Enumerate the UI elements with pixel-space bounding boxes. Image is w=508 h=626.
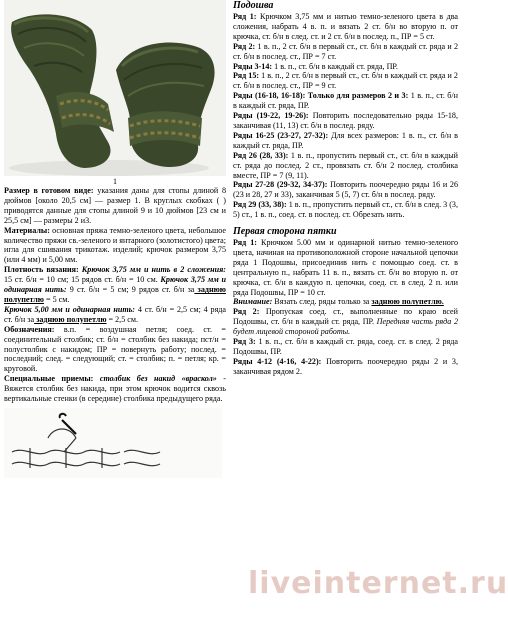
special-label: Специальные приемы:	[4, 374, 94, 384]
row-label: Ряды (16-18, 16-18): Только для размеров 2 и 3:	[233, 91, 409, 101]
size-text: указания даны для стопы длиной 8 дюймов [около 20,5 см] — размер 1. В круглых скобках ( ) приводятся данные для стопы длиной 9 и 10 дюймов [23 см и 25,5 см] — размеры 2 и3.	[4, 186, 226, 225]
materials-paragraph	[4, 226, 226, 266]
row-label: Ряд 2:	[233, 41, 256, 51]
knitted-socks-illustration	[4, 0, 226, 176]
row-label: Ряд 15:	[233, 71, 260, 81]
sole-rows-19-22	[233, 111, 458, 131]
row-label: Ряд 29 (33, 38):	[233, 200, 287, 210]
row-text: Крючком 3,75 мм и нитью темно-зеленого цвета в два сложения, набрать 4 в. п. и вязать 2 ст. б/н во вторую п. от крючка, ст. б/н в след. ст. и 2 ст. б/н в послед. п., ПР = 5 ст.	[233, 12, 458, 41]
row-text: Повторить поочередно ряды 16 и 26 (23 и 28, 27 и 33), заканчивая 5 (5, 7) ст. б/н в послед. ряду.	[233, 180, 458, 200]
size-paragraph	[4, 186, 226, 226]
density-hook-single: Крючок 3,75 мм и одинарная нить:	[4, 275, 226, 295]
row-text: 1 в. п., 2 ст. б/н в первый ст., ст. б/н в каждый ст. ряда и 2 ст. б/н в послед. ст., ПР = 7 ст.	[233, 41, 458, 61]
attention-back-loop: заднюю полупетлю.	[371, 297, 444, 307]
attention-label: Внимание:	[233, 297, 273, 307]
row-italic-note: Передняя часть ряда 2 будет лицевой стороной работы.	[233, 317, 458, 337]
row-label: Ряды 3-14:	[233, 61, 273, 71]
right-column	[233, 0, 458, 626]
sole-rows-3-14	[233, 62, 458, 72]
density-text-4: 4 ст. б/н = 2,5 см; 4 ряда ст. б/н за	[4, 304, 227, 324]
special-text: - Вяжется столбик без накида, при этом крючок водится сквозь вертикальные стенки (в середине) столбика предыдущего ряда.	[4, 374, 226, 404]
row-text: Крючком 5.00 мм и одинарной нитью темно-зеленого цвета, начиная на противоположной стороне начальной цепочки ряда 1 Подошвы, присоединив нить с помощью соед. ст. в центральную п., набрать 11 в. п., вязать ст. б/н во вторую п. от крючка, ст. б/н в каждую п. цепочки, соед. ст. в след. 2 п. или ряда Подошвы, ПР = 10 ст.	[233, 238, 458, 297]
heel-rows-4-12	[233, 357, 458, 377]
sole-row-26	[233, 151, 458, 181]
row-label: Ряд 26 (28, 33):	[233, 150, 289, 160]
abbreviations-text: в.п. = воздушная петля; соед. ст. = соединительный столбик; ст. б/н = столбик без накида; пст/н = полустолбик с накидом; ПР = повернуть работу; послед. = последний; след. = следующий; ст. = столбик; п. = петля; кр. = круговой.	[4, 324, 226, 374]
sole-row-2	[233, 42, 458, 62]
heel-row-2	[233, 307, 458, 337]
row-text: 1 в. п., пропустить первый ст., ст. б/н в каждый ст. ряда до послед. 2 ст., провязать ст. б/н 2 послед. столбика вместе, ПР = 7 (9, 11).	[233, 150, 458, 180]
density-text-5: = 2,5 см.	[106, 314, 139, 324]
attention-note	[233, 297, 458, 307]
sole-row-29	[233, 200, 458, 220]
row-label: Ряд 1:	[233, 238, 257, 248]
special-paragraph	[4, 374, 226, 404]
sole-row-15	[233, 71, 458, 91]
attention-text: Вязать след. ряды только за	[272, 297, 370, 307]
stitch-diagram-drawing	[4, 408, 222, 478]
row-text: Для всех размеров: 1 в. п., ст. б/н в каждый ст. ряда, ПР.	[233, 130, 458, 150]
heel-row-1	[233, 238, 458, 297]
row-label: Ряды 16-25 (23-27, 27-32):	[233, 130, 329, 140]
row-text: Пропуская соед. ст., выполненные по краю всей Подошвы, ст. б/н в каждый ст. ряда, ПР.	[233, 307, 458, 327]
density-text-2: 9 ст. б/н = 5 см; 9 рядов ст. б/н за	[66, 285, 195, 295]
row-text: 1 в. п., ст. б/н в каждый ст. ряда, соед. ст. в след. 2 ряда Подошвы, ПР.	[233, 337, 458, 356]
density-paragraph	[4, 265, 226, 305]
socks-photo	[4, 0, 226, 176]
size-label: Размер в готовом виде:	[4, 186, 94, 195]
row-text: Повторить поочередно ряды 2 и 3, заканчивая рядом 2.	[233, 356, 459, 376]
heel-row-3	[233, 337, 458, 357]
density-hook-double: Крючок 3,75 мм и нить в 2 сложения:	[78, 265, 226, 275]
sole-rows-16-18	[233, 91, 458, 111]
row-text: 1 в. п., ст. б/н в каждый ст. ряда, ПР.	[272, 61, 398, 71]
density-back-loop-1: заднюю полупетлю	[4, 285, 226, 304]
row-label: Ряды 27-28 (29-32, 34-37):	[233, 180, 328, 190]
row-text: Повторить последовательно ряды 15-18, заканчивая (11, 13) ст. б/н в послед. ряду.	[233, 111, 458, 130]
row-label: Ряды 4-12 (4-16, 4-22):	[233, 356, 322, 366]
left-column	[4, 0, 226, 626]
sole-rows-27-28	[233, 180, 458, 200]
row-text: 1 в. п., 2 ст. б/н в первый ст., ст. б/н в каждый ст. ряда и 2 ст. б/н в послед. ст., ПР = 9 ст.	[233, 71, 458, 91]
materials-text: основная пряжа темно-зеленого цвета, небольшое количество пряжи св.-зеленого и янтарного (золотистого) цвета; игла для сшивания трикотаж. изделий; крючок размером 3,75 (или 4 мм) и 5,00 мм.	[4, 225, 226, 265]
density-text-1: 15 ст. б/н = 10 см; 15 рядов ст. б/н = 10 см.	[4, 275, 158, 285]
abbreviations-paragraph	[4, 325, 226, 375]
density-hook-5mm: Крючок 5,00 мм и одинарная нить:	[4, 304, 136, 314]
row-label: Ряд 2:	[233, 307, 260, 317]
density-label: Плотность вязания:	[4, 265, 79, 275]
sole-title: Подошва	[233, 0, 274, 11]
density-back-loop-2: заднюю полупетлю	[34, 314, 107, 324]
watermark: liveinternet.ru	[248, 566, 508, 601]
row-label: Ряд 1:	[233, 12, 257, 21]
density-paragraph-2	[4, 305, 226, 325]
row-text: 1 в. п., пропустить первый ст., ст. б/н в след. 3 (3, 5) ст., 1 в. п., соед. ст. в послед. ст. Обрезать нить.	[233, 200, 458, 220]
sole-row-1	[233, 12, 458, 42]
stitch-diagram	[4, 408, 222, 478]
abbreviations-label: Обозначения:	[4, 324, 55, 334]
materials-label: Материалы:	[4, 225, 50, 235]
row-text: 1 в. п., ст. б/н в каждый ст. ряда, ПР.	[233, 91, 458, 111]
figure-number: 1	[113, 177, 117, 186]
row-label: Ряд 3:	[233, 337, 256, 347]
sole-rows-16-25	[233, 131, 458, 151]
row-label: Ряды (19-22, 19-26):	[233, 111, 309, 121]
heel-title: Первая сторона пятки	[233, 226, 337, 238]
special-stitch-name: столбик без накид «враскол»	[93, 374, 217, 384]
density-text-3: = 5 см.	[43, 294, 70, 304]
